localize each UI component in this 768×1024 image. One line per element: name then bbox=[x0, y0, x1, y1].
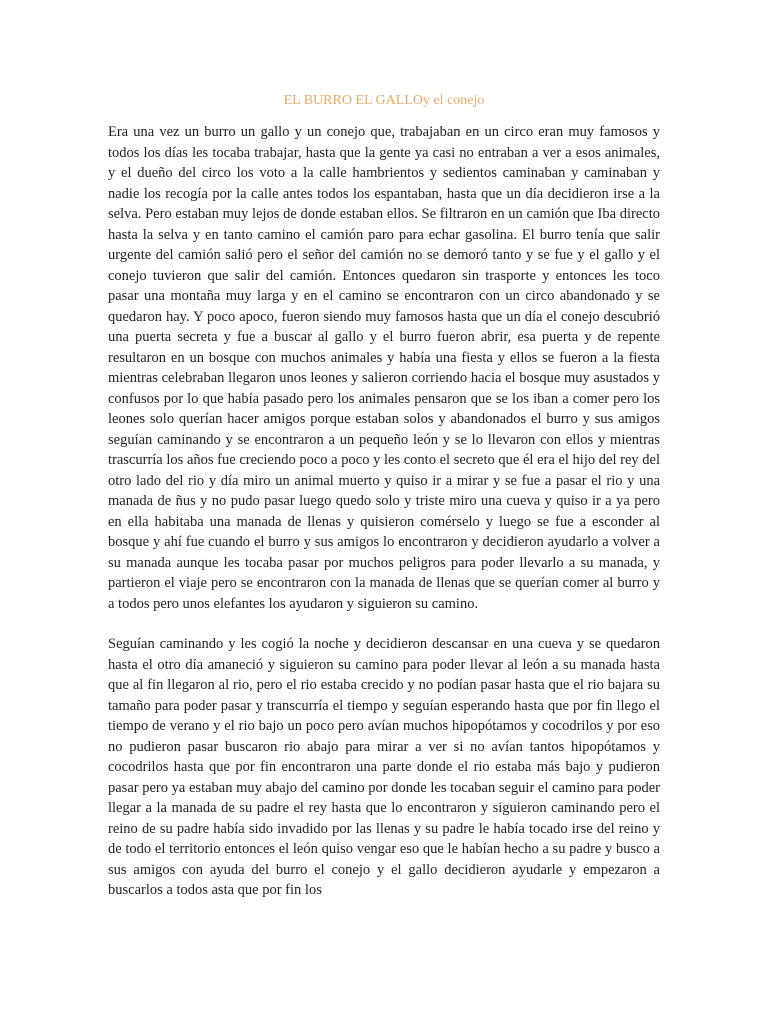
paragraph-2: Seguían caminando y les cogió la noche y decidieron descansar en una cueva y se quedaron hasta el otro día amaneció y siguieron su camino para poder llevar al león a su manada hasta que al fin llegaron al rio, pero el rio estaba crecido y no podían pasar hasta que el rio bajara su tamaño para poder pasar y transcurría el tiempo y seguían esperando hasta que por fin llego el tiempo de verano y el rio bajo un poco pero avían muchos hipopótamos y cocodrilos y por eso no pudieron pasar buscaron rio abajo para mirar a ver si no avían tantos hipopótamos y cocodrilos hasta que por fin encontraron una parte donde el rio estaba más bajo y pudieron pasar pero ya estaban muy abajo del camino por donde les tocaban seguir el camino para poder llegar a la manada de su padre el rey hasta que lo encontraron y siguieron caminando pero el reino de su padre había sido invadido por las llenas y su padre le había tocado irse del reino y de todo el territorio entonces el león quiso vengar eso que le habían hecho a su padre y busco a sus amigos con ayuda del burro el conejo y el gallo decidieron ayudarle y empezaron a buscarlos a todos asta que por fin los bbox=[108, 636, 660, 898]
document-title: EL BURRO EL GALLOy el conejo bbox=[283, 93, 485, 108]
paragraph-1: Era una vez un burro un gallo y un conejo que, trabajaban en un circo eran muy famosos y todos los días les tocaba trabajar, hasta que la gente ya casi no entraban a ver a esos animales, y el dueño del circo los voto a la calle hambrientos y sedientos caminaban y caminaban y nadie los recogía por la calle antes todos los espantaban, hasta que un día decidieron irse a la selva. Pero estaban muy lejos de donde estaban ellos. Se filtraron en un camión que Iba directo hasta la selva y en tanto camino el camión paro para echar gasolina. El burro tenía que salir urgente del camión salió pero el señor del camión no se demoró tanto y se fue y el gallo y el conejo tuvieron que salir del camión. Entonces quedaron sin trasporte y entonces les toco pasar una montaña muy larga y en el camino se encontraron con un circo abandonado y se quedaron hay. Y poco apoco, fueron siendo muy famosos hasta que un día el conejo descubrió una puerta secreta y fue a buscar al gallo y el burro fueron abrir, esa puerta y de repente resultaron en un bosque con muchos animales y había una fiesta y ellos se fueron a la fiesta mientras celebraban llegaron unos leones y salieron corriendo hacia el bosque muy asustados y confusos por lo que había pasado pero los animales pensaron que se los iban a comer pero los leones solo querían hacer amigos porque estaban solos y abandonados el burro y sus amigos seguían caminando y se encontraron a un pequeño león y se lo llevaron con ellos y mientras trascurría los años fue creciendo poco a poco y les conto el secreto que él era el hijo del rey del otro lado del rio y día miro un animal muerto y quiso ir a mirar y se fue a pasar el rio y una manada de ñus y no pudo pasar luego quedo solo y triste miro una cueva y quiso ir a ya pero en ella habitaba una manada de llenas y quisieron comérselo y luego se fue a esconder al bosque y ahí fue cuando el burro y sus amigos lo encontraron y decidieron ayudarlo a volver a su manada aunque les tocaba pasar por muchos peligros para poder llevarlo a su manada, y partieron el viaje pero se encontraron con la manada de llenas que se querían comer al burro y a todos pero unos elefantes los ayudaron y siguieron su camino. bbox=[108, 124, 660, 612]
document-body bbox=[108, 122, 660, 921]
